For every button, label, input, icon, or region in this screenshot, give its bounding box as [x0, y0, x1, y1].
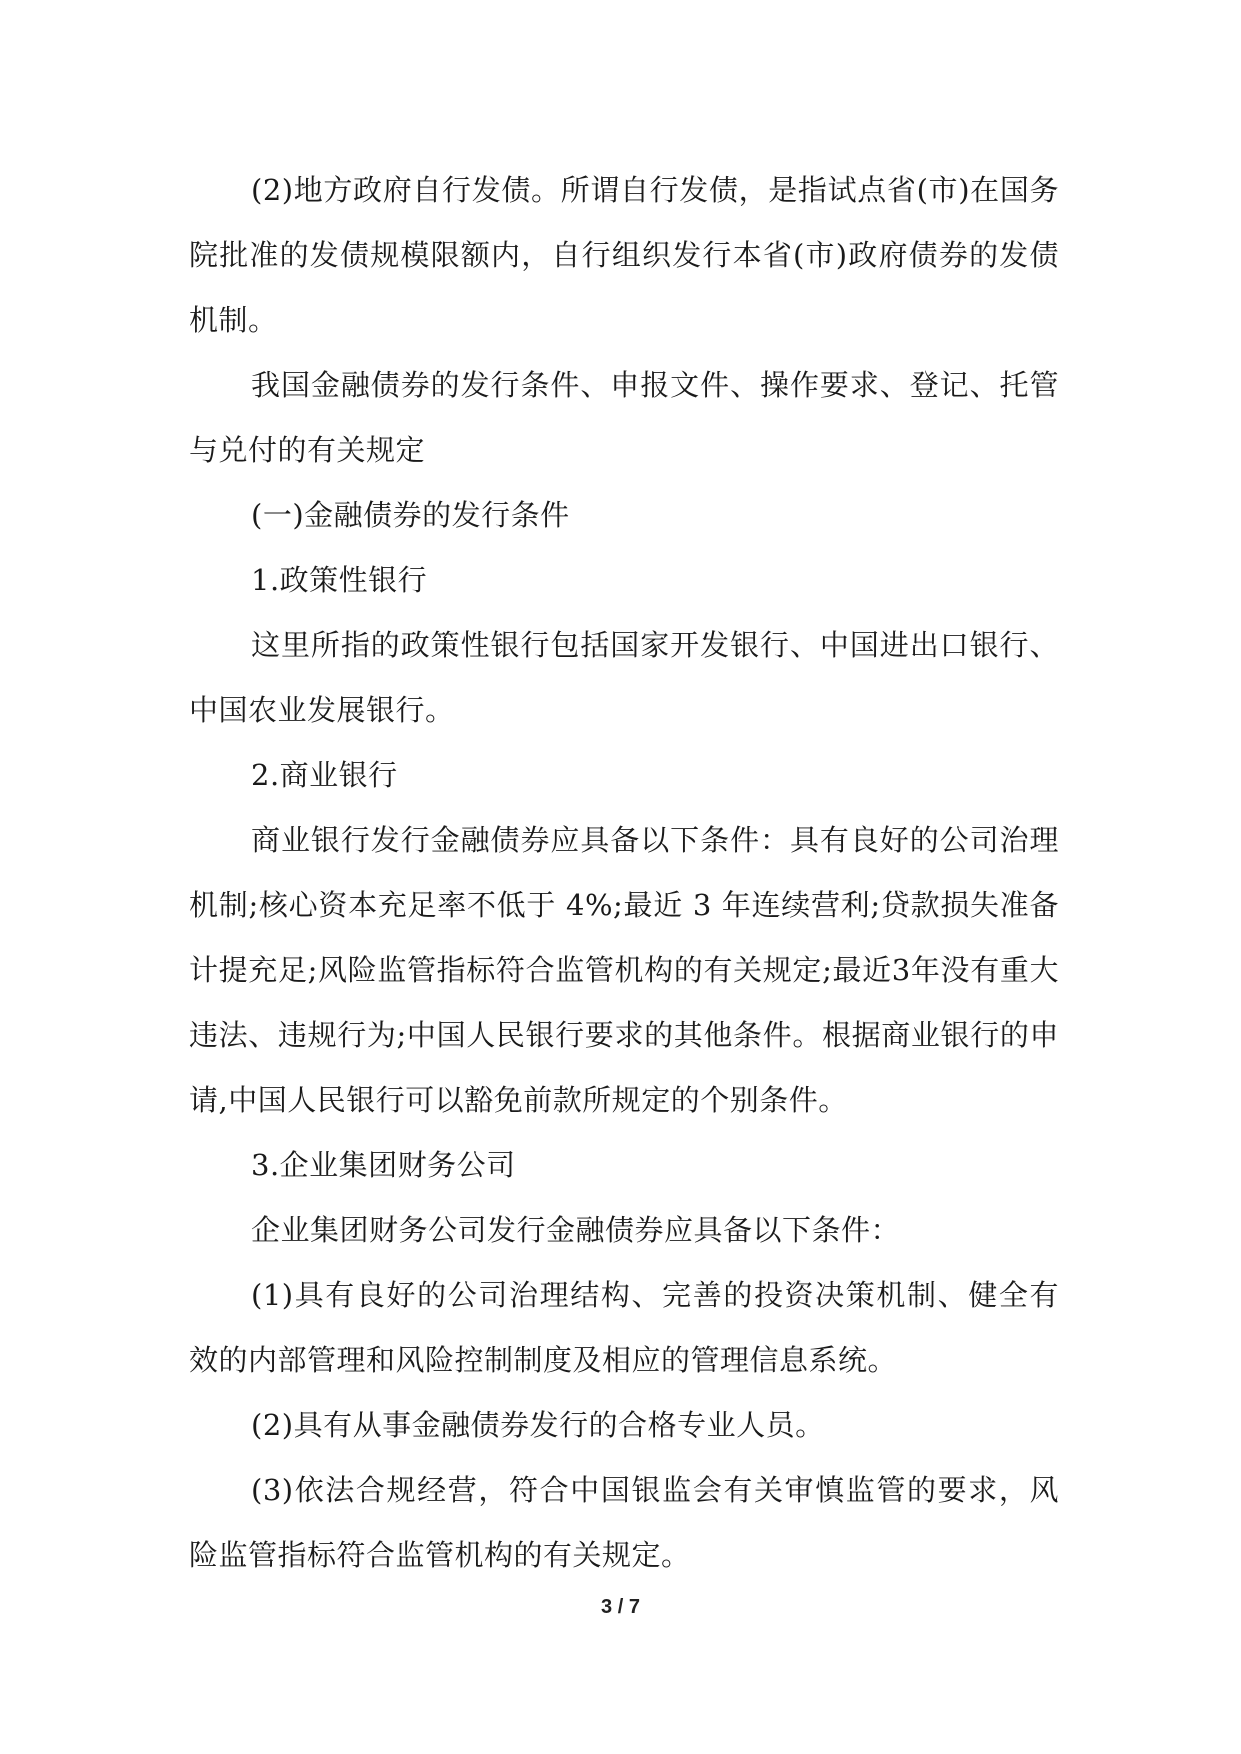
document-body — [189, 158, 1059, 1588]
list-item-condition-2: (2)具有从事金融债券发行的合格专业人员。 — [251, 1408, 825, 1442]
subheading-finance-companies: 3.企业集团财务公司 — [251, 1148, 516, 1182]
subheading-commercial-banks: 2.商业银行 — [251, 758, 398, 792]
subheading-policy-banks: 1.政策性银行 — [251, 563, 428, 597]
paragraph-policy-banks: 这里所指的政策性银行包括国家开发银行、中国进出口银行、中国农业发展银行。 — [189, 628, 1059, 727]
section-heading-issuance-conditions: (一)金融债券的发行条件 — [251, 498, 570, 532]
list-item-condition-3: (3)依法合规经营，符合中国银监会有关审慎监管的要求，风险监管指标符合监管机构的有关规定。 — [189, 1473, 1059, 1572]
list-item-condition-1: (1)具有良好的公司治理结构、完善的投资决策机制、健全有效的内部管理和风险控制制度及相应的管理信息系统。 — [189, 1278, 1059, 1377]
paragraph-financial-bond-rules-heading: 我国金融债券的发行条件、申报文件、操作要求、登记、托管与兑付的有关规定 — [189, 368, 1059, 467]
paragraph-local-government-bonds: (2)地方政府自行发债。所谓自行发债，是指试点省(市)在国务院批准的发债规模限额内，自行组织发行本省(市)政府债券的发债机制。 — [189, 173, 1059, 337]
page-number: 3 / 7 — [601, 1596, 640, 1618]
paragraph-finance-companies-intro: 企业集团财务公司发行金融债券应具备以下条件： — [251, 1213, 901, 1247]
paragraph-commercial-banks: 商业银行发行金融债券应具备以下条件：具有良好的公司治理机制;核心资本充足率不低于 4%;最近 3 年连续营利;贷款损失准备计提充足;风险监管指标符合监管机构的有关规定;最近3年没有重大违法、违规行为;中国人民银行要求的其他条件。根据商业银行的申请,中国人民银行可以豁免前款所规定的个别条件。 — [189, 823, 1059, 1117]
